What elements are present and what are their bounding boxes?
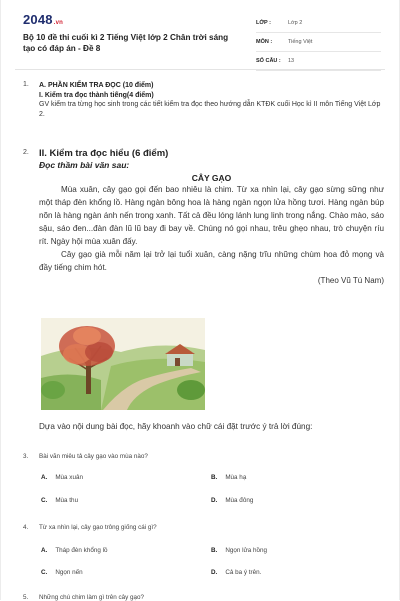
meta-row-class: LỚP : Lớp 2 bbox=[256, 14, 381, 33]
q4-option-c[interactable]: C. Ngọn nến bbox=[41, 569, 83, 576]
q3-option-b[interactable]: B. Mùa hạ bbox=[211, 474, 247, 481]
question-4-text: Từ xa nhìn lại, cây gạo trông giống cái gì? bbox=[39, 524, 157, 531]
question-3-text: Bài văn miêu tả cây gạo vào mùa nào? bbox=[39, 453, 148, 460]
story-paragraph-2: Cây gạo già mỗi năm lại trở lại tuổi xuân, càng nặng trĩu những chùm hoa đỏ mọng và đầy tiếng chim hót. bbox=[39, 250, 384, 272]
section2-title: II. Kiểm tra đọc hiểu (6 điểm) bbox=[39, 148, 169, 159]
section-reading-comprehension bbox=[39, 148, 384, 285]
q4-option-b[interactable]: B. Ngọn lửa hồng bbox=[211, 547, 267, 554]
meta-row-subject: MÔN : Tiếng Việt bbox=[256, 33, 381, 52]
section1-subtitle: I. Kiểm tra đọc thành tiếng(4 điểm) bbox=[39, 91, 154, 99]
question-number-3: 3. bbox=[23, 453, 29, 460]
question-number-5: 5. bbox=[23, 594, 29, 601]
question-5-text: Những chú chim làm gì trên cây gạo? bbox=[39, 594, 145, 601]
q4-option-a[interactable]: A. Tháp đèn khổng lồ bbox=[41, 547, 108, 554]
q3-option-a[interactable]: A. Mùa xuân bbox=[41, 474, 83, 481]
question-number-4: 4. bbox=[23, 524, 29, 531]
story-paragraph-1: Mùa xuân, cây gạo gọi đến bao nhiêu là chim. Từ xa nhìn lại, cây gạo sừng sững như một tháp đèn khổng lồ. Hàng ngàn bông hoa là hàng ngàn ngọn lửa hồng tươi. Hàng ngàn búp nõn là hàng ngàn ánh nến trong xanh. Tất cả đều lóng lánh lung linh trong nắng. Chào mào, sáo sậu, sáo đen...đàn đàn lũ lũ bay đi bay về. Chúng nó gọi nhau, trêu ghẹo nhau, trò chuyện ríu rít. Ngày hội mùa xuân đấy. bbox=[39, 185, 384, 246]
q3-option-c[interactable]: C. Mùa thu bbox=[41, 497, 79, 504]
section1-text: GV kiểm tra từng học sinh trong các tiết kiểm tra đọc theo hướng dẫn KTĐK cuối Học kì II môn Tiếng Việt Lớp 2. bbox=[39, 101, 381, 118]
meta-row-count: SỐ CÂU : 13 bbox=[256, 52, 381, 71]
section2-subtitle: Đọc thầm bài văn sau: bbox=[39, 160, 130, 170]
question-number-2: 2. bbox=[23, 149, 29, 156]
q3-option-d[interactable]: D. Mùa đông bbox=[211, 497, 254, 504]
header-divider bbox=[15, 69, 385, 70]
cotton-tree-illustration bbox=[41, 318, 205, 410]
section1-title: A. PHẦN KIỂM TRA ĐỌC (10 điểm) bbox=[39, 82, 154, 89]
document-title: Bộ 10 đề thi cuối kì 2 Tiếng Việt lớp 2 Chân trời sáng tạo có đáp án - Đề 8 bbox=[23, 33, 229, 53]
meta-table bbox=[256, 14, 381, 71]
q4-option-d[interactable]: D. Cả ba ý trên. bbox=[211, 569, 262, 576]
section-reading-aloud bbox=[39, 81, 384, 119]
site-logo[interactable]: 2048.vn bbox=[23, 12, 64, 27]
instruction-text: Dựa vào nội dung bài đọc, hãy khoanh vào chữ cái đặt trước ý trả lời đúng: bbox=[39, 422, 313, 431]
story-title: CÂY GẠO bbox=[191, 173, 232, 183]
question-number-1: 1. bbox=[23, 81, 29, 88]
story-author: (Theo Vũ Tú Nam) bbox=[317, 276, 384, 285]
